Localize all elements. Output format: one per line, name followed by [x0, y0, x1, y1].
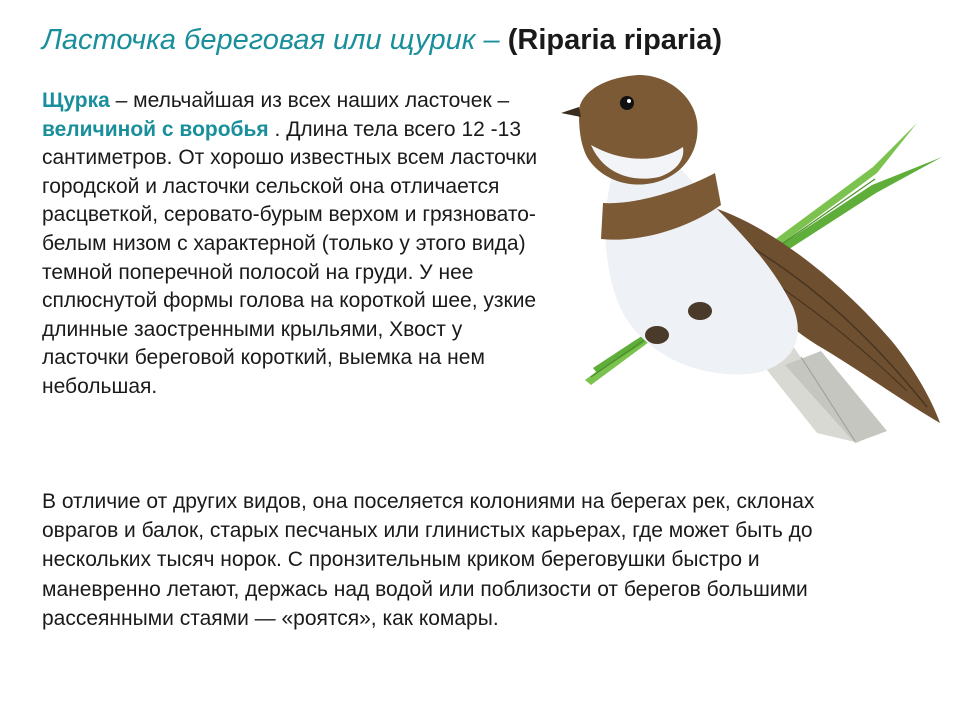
- title-latin-name: (Riparia riparia): [507, 24, 723, 56]
- habitat-paragraph: В отличие от других видов, она поселяется колониями на берегах рек, склонах оврагов и балок, старых песчаных или глинистых карьерах, где может быть до нескольких тысяч норок. С пронзительным криком береговушки быстро и маневренно летают, держась над водой или поблизости от берегов большими рассеянными стаями — «роятся», как комары.: [42, 490, 815, 630]
- intro-term: Щурка: [42, 89, 110, 112]
- bird-head: [561, 75, 698, 185]
- intro-paragraph: [42, 87, 552, 402]
- slide-title: [42, 24, 722, 57]
- intro-text-b: . Длина тела всего 12 -13 сантиметров. От хорошо известных всем ласточки городской и ласточки сельской она отличается расцветкой, серовато-бурым верхом и грязновато-белым низом с характерной (только у этого вида) темной поперечной полосой на груди. У нее сплюснутой формы голова на короткой шее, узкие длинные заостренными крыльями, Хвост у ласточки береговой короткий, выемка на нем небольшая.: [42, 117, 538, 398]
- intro-highlight: величиной с воробья: [42, 117, 269, 141]
- sand-martin-illustration: [555, 55, 945, 455]
- intro-text-a: – мельчайшая из всех наших ласточек –: [109, 89, 510, 112]
- title-main: Ласточка береговая или щурик –: [42, 24, 500, 56]
